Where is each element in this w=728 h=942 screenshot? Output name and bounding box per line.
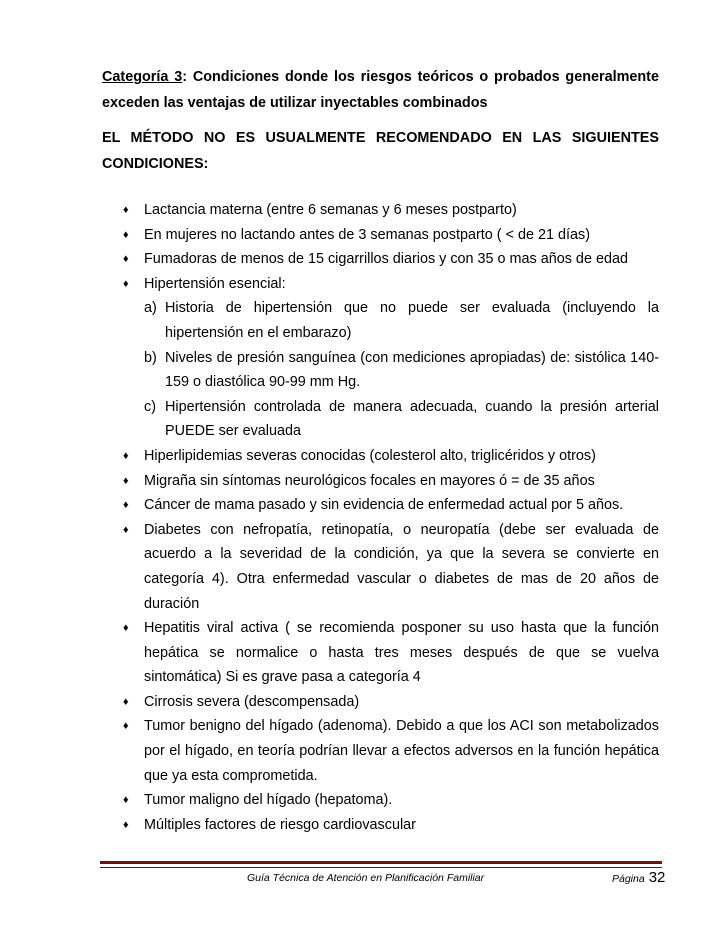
- list-item: [102, 272, 659, 297]
- diamond-bullet-icon: ♦: [123, 228, 129, 241]
- sublist-item-label: a): [144, 300, 157, 317]
- not-recommended-heading: [102, 125, 659, 177]
- list-item: [102, 714, 659, 788]
- list-item: [102, 198, 659, 223]
- diamond-bullet-icon: ♦: [123, 449, 129, 462]
- list-item-text: Hepatitis viral activa ( se recomienda posponer su uso hasta que la función hepática se normalice o hasta tres meses después de que se vuelva sintomática) Si es grave pasa a categoría 4: [144, 620, 659, 686]
- list-item: [102, 690, 659, 715]
- conditions-list: [102, 198, 659, 837]
- diamond-bullet-icon: ♦: [123, 523, 129, 536]
- list-item-text: Cirrosis severa (descompensada): [144, 693, 360, 710]
- list-item: [102, 469, 659, 494]
- list-item-text: Tumor benigno del hígado (adenoma). Debido a que los ACI son metabolizados por el hígado, en teoría podrían llevar a efectos adversos en la función hepática que ya esta comprometida.: [144, 718, 659, 784]
- list-item-text: Migraña sin síntomas neurológicos focales en mayores ó = de 35 años: [144, 472, 595, 489]
- diamond-bullet-icon: ♦: [123, 695, 129, 708]
- category-heading: [102, 64, 659, 116]
- list-item-text: Tumor maligno del hígado (hepatoma).: [144, 792, 393, 809]
- sublist-item: [102, 395, 659, 444]
- list-item: [102, 518, 659, 616]
- not-recommended-line-2: CONDICIONES:: [102, 156, 209, 172]
- footer-divider-thick: [100, 861, 662, 864]
- not-recommended-line-1: EL MÉTODO NO ES USUALMENTE RECOMENDADO EN LAS SIGUIENTES: [102, 130, 659, 146]
- diamond-bullet-icon: ♦: [123, 204, 129, 216]
- diamond-bullet-icon: ♦: [123, 499, 129, 512]
- sublist-item-text: Hipertensión controlada de manera adecuada, cuando la presión arterial PUEDE ser evaluada: [165, 398, 659, 440]
- sublist-item: [102, 346, 659, 395]
- footer-guide-title: Guía Técnica de Atención en Planificación Familiar: [247, 872, 485, 884]
- category-heading-line-2: exceden las ventajas de utilizar inyectables combinados: [102, 95, 488, 111]
- diamond-bullet-icon: ♦: [123, 622, 129, 635]
- category-title-part-1: : Condiciones donde los riesgos teóricos o probados generalmente: [182, 69, 659, 85]
- sublist-item-label: c): [144, 398, 156, 415]
- sublist-item-text: Historia de hipertensión que no puede ser evaluada (incluyendo la hipertensión en el embarazo): [165, 300, 659, 341]
- list-item: [102, 788, 659, 813]
- diamond-bullet-icon: ♦: [123, 818, 129, 831]
- list-item: [102, 616, 659, 690]
- list-item-text: Lactancia materna (entre 6 semanas y 6 meses postparto): [144, 202, 517, 218]
- list-item: [102, 223, 659, 248]
- diamond-bullet-icon: ♦: [123, 277, 129, 290]
- list-item: [102, 813, 659, 838]
- category-heading-line-1: [102, 64, 659, 90]
- diamond-bullet-icon: ♦: [123, 720, 129, 733]
- list-item-text: En mujeres no lactando antes de 3 semanas postparto ( < de 21 días): [144, 226, 590, 243]
- diamond-bullet-icon: ♦: [123, 253, 129, 266]
- list-item-text: Cáncer de mama pasado y sin evidencia de enfermedad actual por 5 años.: [144, 497, 624, 514]
- page-label: Página: [612, 873, 645, 885]
- diamond-bullet-icon: ♦: [123, 474, 129, 487]
- list-item-text: Hipertensión esencial:: [144, 275, 286, 292]
- list-item-text: Fumadoras de menos de 15 cigarrillos diarios y con 35 o mas años de edad: [144, 251, 628, 268]
- sublist-item-text: Niveles de presión sanguínea (con mediciones apropiadas) de: sistólica 140-159 o diastólica 90-99 mm Hg.: [165, 349, 659, 391]
- sublist-item-label: b): [144, 349, 157, 366]
- list-item: [102, 444, 659, 469]
- diamond-bullet-icon: ♦: [123, 794, 129, 807]
- list-item: [102, 247, 659, 272]
- sublist-item: [102, 296, 659, 345]
- list-item-text: Múltiples factores de riesgo cardiovascular: [144, 816, 416, 833]
- list-item-text: Hiperlipidemias severas conocidas (colesterol alto, triglicéridos y otros): [144, 447, 596, 464]
- category-label: Categoría 3: [102, 69, 183, 85]
- footer-divider-thin: [100, 867, 662, 868]
- list-item: [102, 493, 659, 518]
- page-number: 32: [648, 869, 666, 886]
- footer-page-indicator: [612, 869, 665, 886]
- list-item-text: Diabetes con nefropatía, retinopatía, o neuropatía (debe ser evaluada de acuerdo a la severidad de la condición, ya que la severa se convierte en categoría 4). Otra enfermedad vascular o diabetes de mas de 20 años de duración: [144, 521, 659, 612]
